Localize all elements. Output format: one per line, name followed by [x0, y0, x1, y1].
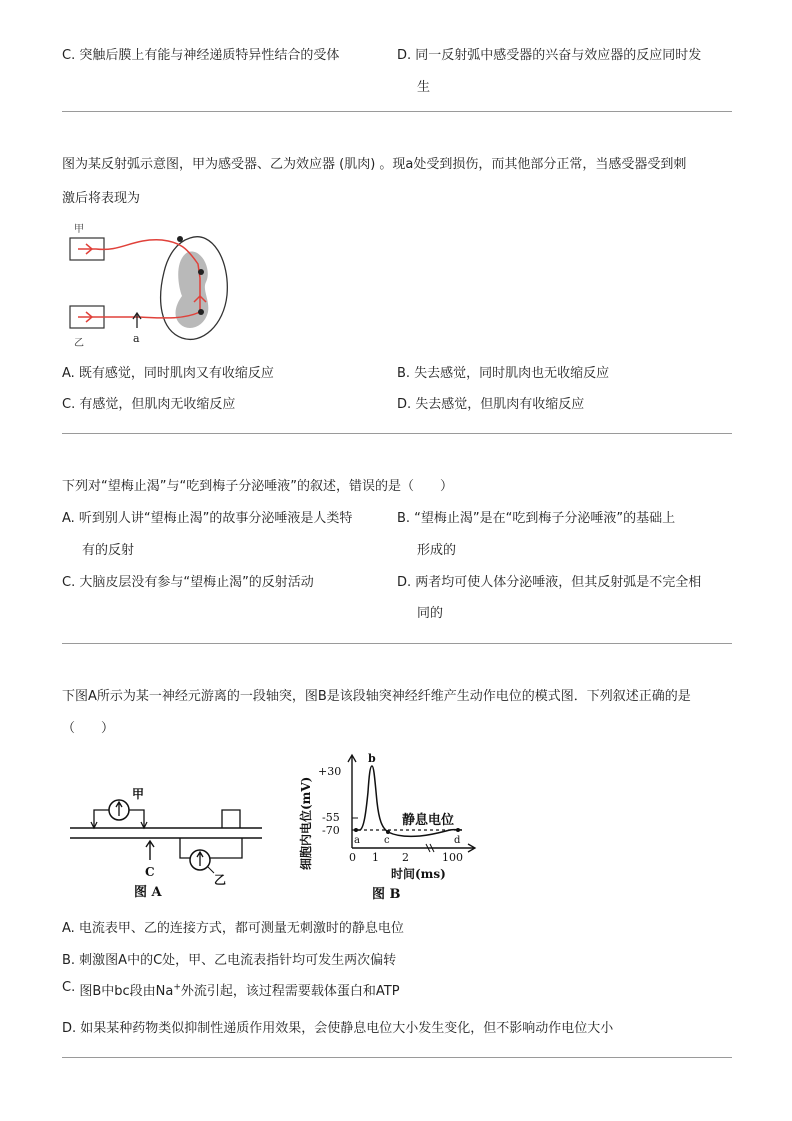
- q3-option-b: B. 刺激图A中的C处，甲、乙电流表指针均可发生两次偏转: [62, 953, 397, 968]
- meter-jia-probes: [91, 822, 147, 828]
- q2-option-b-line2: 形成的: [417, 543, 457, 558]
- point-a: [354, 828, 358, 832]
- xtick-1: 1: [372, 851, 379, 864]
- q3-stem-line1: 下图A所示为某一神经元游离的一段轴突，图B是该段轴突神经纤维产生动作电位的模式图．下列叙述正确的是: [62, 689, 691, 704]
- label-point-b: b: [368, 752, 376, 765]
- point-d: [456, 828, 460, 832]
- q1-option-c: C. 有感觉，但肌肉无收缩反应: [62, 397, 236, 412]
- q2-option-d-line2: 同的: [417, 606, 444, 621]
- meter-yi-label: 乙: [214, 873, 227, 887]
- figure-a: [62, 780, 272, 905]
- ytick-minus55: -55: [322, 811, 340, 824]
- divider: [62, 643, 732, 644]
- q3-option-d: D. 如果某种药物类似抑制性递质作用效果，会使静息电位大小发生变化，但不影响动作电位大小: [62, 1021, 614, 1036]
- ytick-minus70: -70: [322, 824, 340, 837]
- prev-option-c: C. 突触后膜上有能与神经递质特异性结合的受体: [62, 48, 340, 63]
- label-point-c: c: [384, 835, 390, 846]
- q2-stem: 下列对“望梅止渴”与“吃到梅子分泌唾液”的叙述，错误的是（ ）: [62, 479, 453, 494]
- xtick-2: 2: [402, 851, 409, 864]
- q1-option-d: D. 失去感觉，但肌肉有收缩反应: [397, 397, 585, 412]
- q2-option-a-line1: A. 听到别人讲“望梅止渴”的故事分泌唾液是人类特: [62, 511, 353, 526]
- fig-b-xlabel: 时间(ms): [391, 867, 446, 881]
- reflex-arc-figure: [62, 220, 232, 350]
- q2-option-b-line1: B. “望梅止渴”是在“吃到梅子分泌唾液”的基础上: [397, 511, 676, 526]
- q1-stem-line1: 图为某反射弧示意图，甲为感受器、乙为效应器 (肌肉) 。现a处受到损伤，而其他部分正常，当感受器受到刺: [62, 157, 687, 172]
- q3-option-c-text1: 图B中bc段由Na: [79, 984, 174, 999]
- label-jia: 甲: [74, 224, 84, 235]
- q1-option-a: A. 既有感觉，同时肌肉又有收缩反应: [62, 366, 274, 381]
- divider: [62, 1057, 732, 1058]
- figure-b: [296, 752, 486, 902]
- q1-stem-line2: 激后将表现为: [62, 191, 141, 206]
- divider: [62, 111, 732, 112]
- motor-neuron-cell-body: [198, 309, 204, 315]
- q2-option-a-line2: 有的反射: [82, 543, 135, 558]
- stimulus-c-label: C: [145, 865, 155, 879]
- q2-option-c: C. 大脑皮层没有参与“望梅止渴”的反射活动: [62, 575, 314, 590]
- q3-option-c-text2: 外流引起，该过程需要载体蛋白和ATP: [180, 984, 400, 999]
- ytick-plus30: +30: [318, 765, 342, 778]
- q2-option-d-line1: D. 两者均可使人体分泌唾液，但其反射弧是不完全相: [397, 575, 702, 590]
- xtick-0: 0: [349, 851, 356, 864]
- interneuron-cell-body: [198, 269, 204, 275]
- q3-option-c-sup: +: [173, 982, 181, 993]
- meter-jia-label: 甲: [132, 787, 145, 801]
- q3-option-c-prefix: C.: [62, 980, 76, 995]
- ganglion-cell-body: [177, 236, 183, 242]
- q3-option-c: [62, 980, 400, 999]
- meter-yi-wires: [180, 838, 242, 858]
- divider: [62, 433, 732, 434]
- label-point-d: d: [454, 835, 461, 846]
- bracket-right-top: [222, 810, 240, 828]
- label-a: a: [133, 332, 140, 345]
- label-point-a: a: [354, 835, 360, 846]
- q3-stem-line2: （ ）: [62, 721, 115, 736]
- point-c: [386, 830, 390, 834]
- fig-b-ylabel: 细胞内电位(mV): [299, 776, 313, 870]
- prev-option-d-line1: D. 同一反射弧中感受器的兴奋与效应器的反应同时发: [397, 48, 702, 63]
- xtick-100: 100: [442, 851, 463, 864]
- q1-option-b: B. 失去感觉，同时肌肉也无收缩反应: [397, 366, 610, 381]
- resting-potential-label: 静息电位: [402, 813, 455, 828]
- q3-option-a: A. 电流表甲、乙的连接方式，都可测量无刺激时的静息电位: [62, 921, 404, 936]
- prev-option-d-line2: 生: [417, 80, 431, 95]
- stimulus-c-arrow: [146, 841, 154, 860]
- label-yi: 乙: [74, 338, 84, 349]
- injury-arrow: [133, 313, 141, 328]
- fig-a-caption: 图 A: [134, 885, 162, 900]
- fig-b-caption: 图 B: [372, 887, 401, 902]
